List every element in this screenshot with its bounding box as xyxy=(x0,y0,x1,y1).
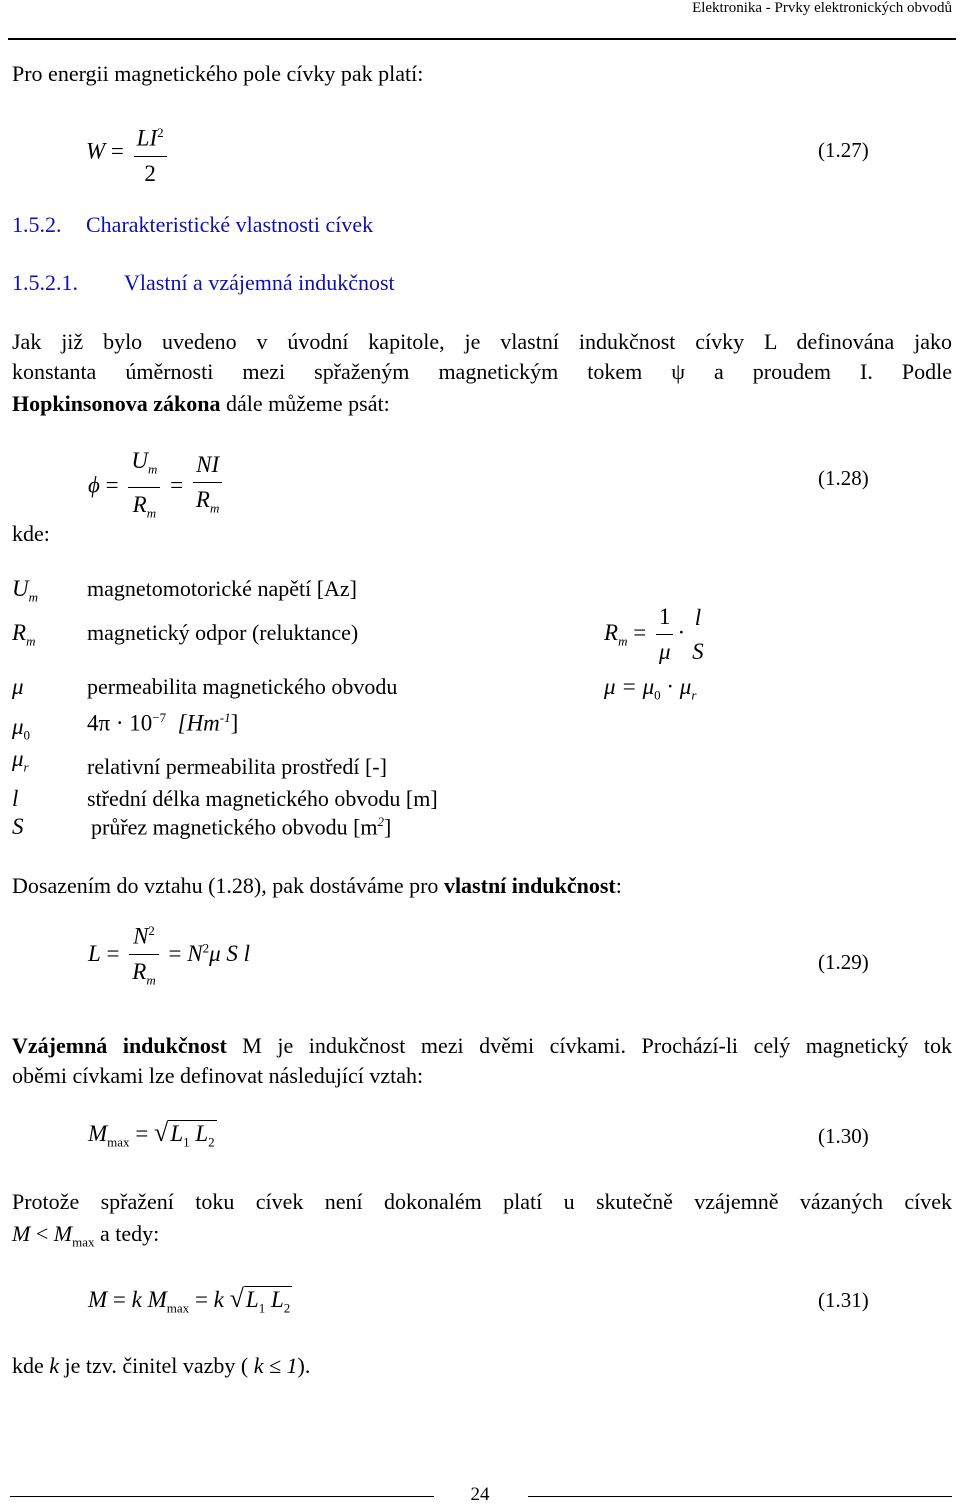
definition-mu0: $4\pi \cdot 10^{-7}$ $[Hm^{-1}]$ xyxy=(87,710,239,736)
section-heading: 1.5.2. Charakteristické vlastnosti cívek xyxy=(12,212,374,237)
paragraph-line: konstanta úměrnosti mezi spřaženým magnetickým tokem ψ a proudem I. Podle xyxy=(12,359,952,384)
kde-label: kde: xyxy=(12,521,50,546)
equation-number: (1.27) xyxy=(818,138,869,162)
definition-mu: permeabilita magnetického obvodu xyxy=(87,674,398,699)
paragraph-line: Dosazením do vztahu (1.28), pak dostáváme pro vlastní indukčnost: xyxy=(12,873,622,898)
definition-l: střední délka magnetického obvodu [m] xyxy=(87,786,438,811)
paragraph-line: oběmi cívkami lze definovat následující vztah: xyxy=(12,1063,424,1088)
symbol-s: S xyxy=(12,814,24,839)
header-rule xyxy=(8,38,956,40)
intro-text: Pro energii magnetického pole cívky pak platí: xyxy=(12,61,424,86)
equation-reluctance: $R_m$ = $\frac{1}{\mu}$ · l S xyxy=(604,604,704,664)
symbol-rm: $R_m$ xyxy=(12,620,36,649)
definition-mur: relativní permeabilita prostředí [-] xyxy=(87,754,387,779)
equation-1-31: M = k $M_{max} = k$ $√L_1$ $L_2$ xyxy=(88,1284,291,1316)
paragraph-line: Jak již bylo uvedeno v úvodní kapitole, je vlastní indukčnost cívky L definována jako xyxy=(12,329,952,354)
equation-number: (1.28) xyxy=(818,466,869,490)
definition-s: průřez magnetického obvodu $[m^2]$ xyxy=(91,814,392,840)
definition-um: magnetomotorické napětí [Az] xyxy=(87,576,358,601)
paragraph-line: Protože spřažení toku cívek není dokonalém platí u skutečně vzájemně vázaných cívek xyxy=(12,1189,952,1214)
definition-rm: magnetický odpor (reluktance) xyxy=(87,620,359,645)
equation-1-29: L = $\frac{N^2}{R_m}$ = $N^2\mu$ S l xyxy=(88,923,250,988)
symbol-l: l xyxy=(12,786,19,811)
symbol-mu: μ xyxy=(12,674,24,699)
subsection-heading: 1.5.2.1. Vlastní a vzájemná indukčnost xyxy=(12,270,395,295)
paragraph-line: kde k je tzv. činitel vazby ( k ≤ 1). xyxy=(12,1353,311,1378)
running-header: Elektronika - Prvky elektronických obvodů xyxy=(692,0,952,16)
paragraph-line: Vzájemná indukčnost M je indukčnost mezi dvěmi cívkami. Prochází-li celý magnetický tok xyxy=(12,1033,952,1058)
equation-1-30: $M_{max} = √L_1$ $L_2$ xyxy=(88,1118,215,1150)
symbol-mu0: $\mu_0$ xyxy=(12,714,31,743)
paragraph-line: $M < M_{max}$ a tedy: xyxy=(12,1221,160,1250)
equation-number: (1.31) xyxy=(818,1288,869,1312)
paragraph-line: Hopkinsonova zákona dále můžeme psát: xyxy=(12,391,390,416)
page-number: 24 xyxy=(470,1484,490,1505)
symbol-um: $U_m$ xyxy=(12,576,39,605)
equation-mu: $\mu = \mu_0 \cdot \mu_r$ xyxy=(604,674,697,703)
equation-number: (1.30) xyxy=(818,1124,869,1148)
equation-number: (1.29) xyxy=(818,950,869,974)
equation-1-27: W = $\frac{LI^2}{2}$ xyxy=(86,116,171,191)
equation-1-28: ϕ = $\frac{U_m}{R_m}$ = $\frac{NI}{R_m}$ xyxy=(88,444,226,530)
symbol-mur: $\mu_r$ xyxy=(12,746,29,775)
